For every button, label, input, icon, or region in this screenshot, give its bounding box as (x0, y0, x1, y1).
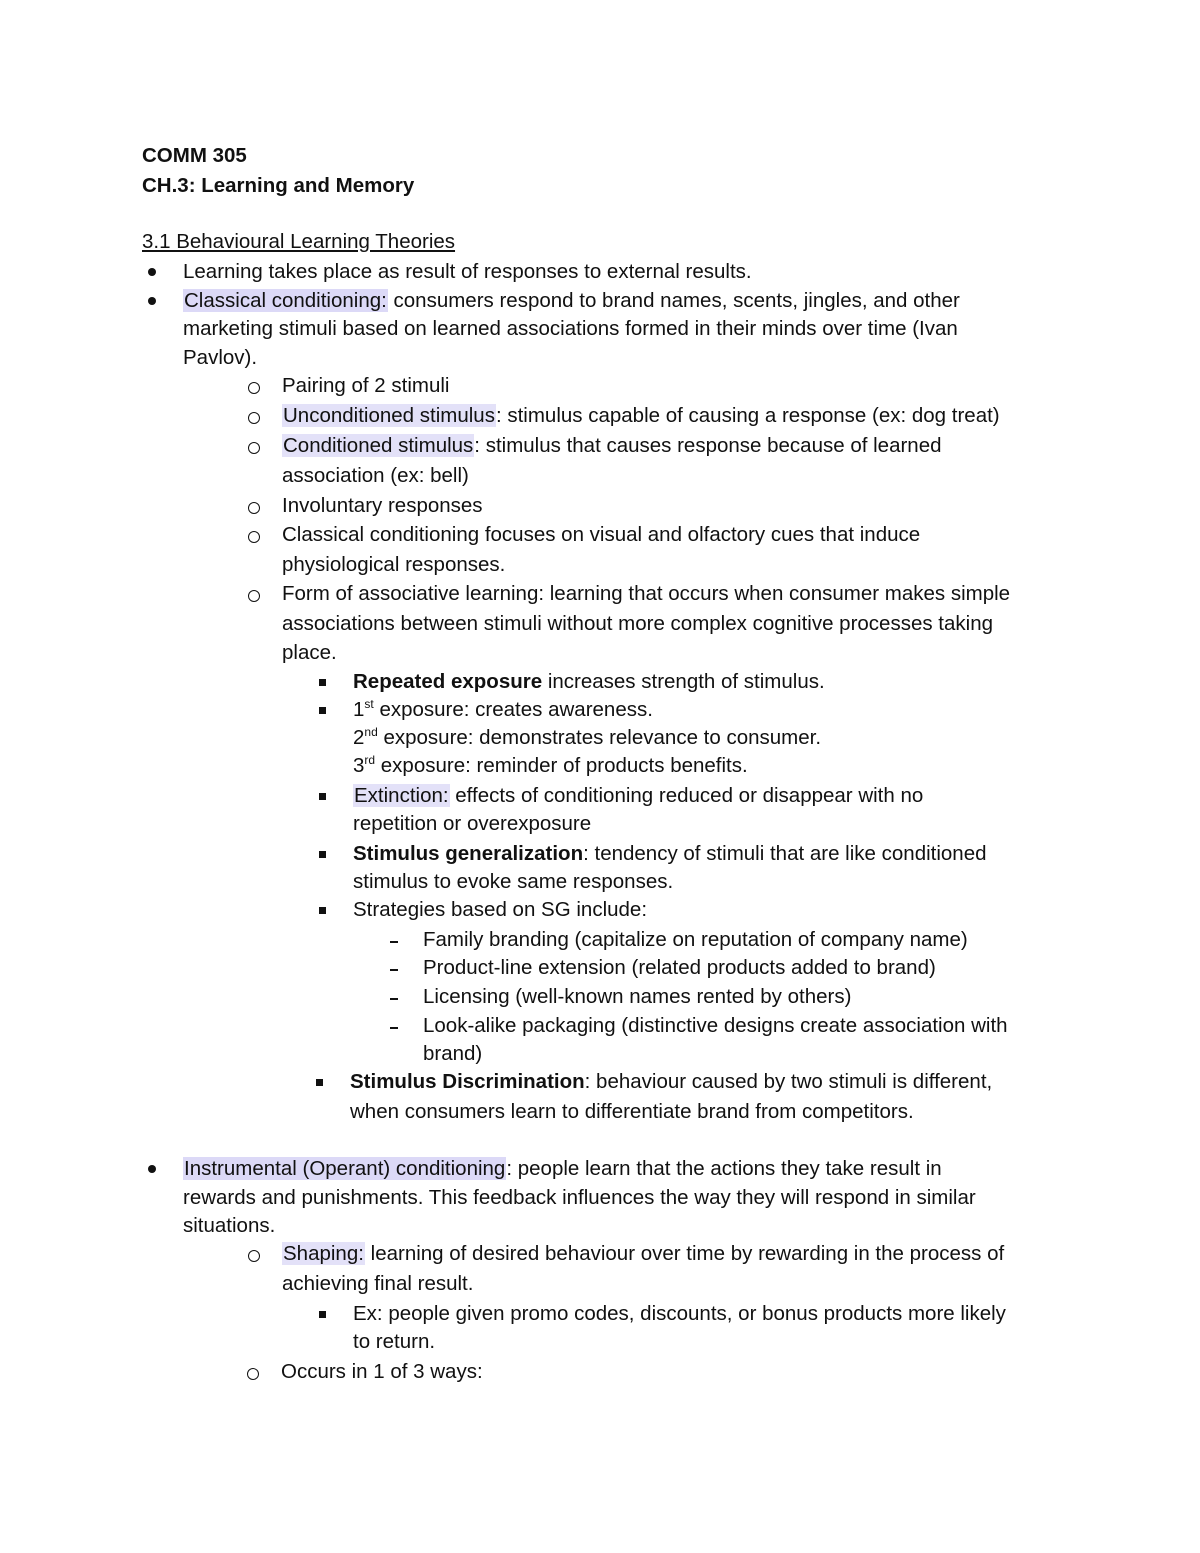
strategy-look-alike (423, 1013, 1008, 1039)
course-code-text: COMM 305 (142, 144, 247, 167)
extinction-item-line2 (353, 811, 591, 837)
repeated-exposure-term: Repeated exposure (353, 670, 543, 693)
bullet-square-icon (319, 1311, 326, 1318)
extinction-item (353, 783, 923, 809)
classical-conditioning-line2 (183, 316, 958, 342)
course-code (142, 143, 247, 169)
instrumental-conditioning-line1 (183, 1156, 942, 1182)
classical-conditioning-def: consumers respond to brand names, scents, jingles, and other (387, 289, 960, 312)
exposure-2-num: 2 (353, 726, 365, 749)
exposure-1-sup: st (364, 697, 374, 712)
bullet-dash-icon (390, 1027, 398, 1029)
strategies-text: Strategies based on SG include: (353, 898, 648, 921)
section-heading (142, 229, 455, 255)
strategy-product-line (423, 955, 936, 981)
conditioned-def: : stimulus that causes response because of learned (474, 434, 942, 457)
instrumental-conditioning-def-2: rewards and punishments. This feedback influences the way they will respond in similar (183, 1186, 976, 1209)
bullet-learning (183, 259, 752, 285)
extinction-def: effects of conditioning reduced or disappear with no (449, 784, 924, 807)
conditioned-term: Conditioned stimulus (283, 434, 474, 457)
bullet-square-icon (319, 907, 326, 914)
strategy-family-branding-text: Family branding (capitalize on reputation of company name) (423, 928, 968, 951)
classical-conditioning-line1 (183, 288, 960, 314)
associative-item-line3 (282, 640, 337, 666)
shaping-example-line2 (353, 1329, 435, 1355)
bullet-circle-icon (248, 412, 260, 424)
stimulus-discrimination-def-2: when consumers learn to differentiate brand from competitors. (350, 1100, 914, 1123)
bullet-square-icon (319, 679, 326, 686)
conditioned-item (282, 433, 942, 459)
section-heading-text: 3.1 Behavioural Learning Theories (142, 230, 456, 253)
unconditioned-term: Unconditioned stimulus (283, 404, 495, 427)
stimulus-discrimination-line2 (350, 1099, 914, 1125)
repeated-exposure-def: increases strength of stimulus. (542, 670, 825, 693)
associative-text: Form of associative learning: learning that occurs when consumer makes simple (282, 582, 1011, 605)
extinction-def-2: repetition or overexposure (353, 812, 592, 835)
involuntary-item (282, 493, 483, 519)
strategies-item (353, 897, 647, 923)
associative-item-line2 (282, 611, 993, 637)
occurs-text: Occurs in 1 of 3 ways: (281, 1360, 483, 1383)
exposure-2 (353, 725, 821, 751)
stimulus-generalization-item (353, 841, 987, 867)
unconditioned-item (282, 403, 1000, 429)
strategy-licensing (423, 984, 851, 1010)
instrumental-conditioning-def: : people learn that the actions they take result in (506, 1157, 942, 1180)
associative-text-3: place. (282, 641, 337, 664)
stimulus-discrimination-def: : behaviour caused by two stimuli is different, (584, 1070, 993, 1093)
exposure-2-text: exposure: demonstrates relevance to consumer. (377, 726, 822, 749)
unconditioned-def: : stimulus capable of causing a response (ex: dog treat) (495, 404, 1000, 427)
exposure-3-num: 3 (353, 754, 365, 777)
bullet-circle-icon (248, 1250, 260, 1262)
shaping-def: learning of desired behaviour over time by rewarding in the process of (364, 1242, 1005, 1265)
bullet-circle-icon (248, 442, 260, 454)
instrumental-conditioning-def-3: situations. (183, 1214, 276, 1237)
associative-text-2: associations between stimuli without more complex cognitive processes taking (282, 612, 994, 635)
instrumental-conditioning-term: Instrumental (Operant) conditioning (184, 1157, 506, 1180)
shaping-term: Shaping: (283, 1242, 364, 1265)
strategy-look-alike-text: Look-alike packaging (distinctive designs create association with (423, 1014, 1008, 1037)
strategy-look-alike-line2 (423, 1041, 482, 1067)
shaping-def-2: achieving final result. (282, 1272, 474, 1295)
pairing-item (282, 373, 449, 399)
shaping-example-text-2: to return. (353, 1330, 436, 1353)
bullet-dot-icon (148, 1165, 156, 1173)
classical-conditioning-term: Classical conditioning: (184, 289, 387, 312)
classical-conditioning-def-3: Pavlov). (183, 346, 258, 369)
stimulus-generalization-line2 (353, 869, 673, 895)
extinction-term: Extinction: (354, 784, 449, 807)
bullet-dash-icon (390, 969, 398, 971)
shaping-item (282, 1241, 1004, 1267)
strategy-licensing-text: Licensing (well-known names rented by others) (423, 985, 852, 1008)
exposure-3 (353, 753, 748, 779)
focus-item-line2 (282, 552, 505, 578)
exposure-1-text: exposure: creates awareness. (373, 698, 653, 721)
stimulus-generalization-def-2: stimulus to evoke same responses. (353, 870, 674, 893)
bullet-dot-icon (148, 268, 156, 276)
shaping-example (353, 1301, 1006, 1327)
classical-conditioning-def-2: marketing stimuli based on learned associations formed in their minds over time (Ivan (183, 317, 958, 340)
bullet-learning-text: Learning takes place as result of responses to external results. (183, 260, 752, 283)
conditioned-def-2: association (ex: bell) (282, 464, 469, 487)
shaping-example-text: Ex: people given promo codes, discounts, or bonus products more likely (353, 1302, 1006, 1325)
bullet-circle-icon (248, 502, 260, 514)
instrumental-conditioning-line3 (183, 1213, 275, 1239)
exposure-2-sup: nd (364, 725, 378, 740)
associative-item (282, 581, 1010, 607)
repeated-exposure-item (353, 669, 825, 695)
stimulus-generalization-def: : tendency of stimuli that are like conditioned (583, 842, 987, 865)
bullet-circle-icon (248, 590, 260, 602)
occurs-item (281, 1359, 483, 1385)
exposure-1 (353, 697, 653, 723)
involuntary-text: Involuntary responses (282, 494, 483, 517)
bullet-dash-icon (390, 941, 398, 943)
conditioned-item-line2 (282, 463, 469, 489)
strategy-product-line-text: Product-line extension (related products added to brand) (423, 956, 936, 979)
pairing-text: Pairing of 2 stimuli (282, 374, 450, 397)
strategy-look-alike-text-2: brand) (423, 1042, 483, 1065)
exposure-1-num: 1 (353, 698, 365, 721)
focus-item (282, 522, 920, 548)
focus-text: Classical conditioning focuses on visual and olfactory cues that induce (282, 523, 921, 546)
exposure-3-text: exposure: reminder of products benefits. (375, 754, 748, 777)
bullet-square-icon (319, 851, 326, 858)
chapter-title-text: CH.3: Learning and Memory (142, 174, 415, 197)
bullet-circle-icon (248, 531, 260, 543)
bullet-dot-icon (148, 297, 156, 305)
shaping-item-line2 (282, 1271, 473, 1297)
bullet-square-icon (316, 1079, 323, 1086)
bullet-square-icon (319, 707, 326, 714)
strategy-family-branding (423, 927, 968, 953)
classical-conditioning-line3 (183, 345, 257, 371)
instrumental-conditioning-line2 (183, 1185, 976, 1211)
chapter-title (142, 173, 414, 199)
stimulus-discrimination-item (350, 1069, 992, 1095)
focus-text-2: physiological responses. (282, 553, 506, 576)
stimulus-discrimination-term: Stimulus Discrimination (350, 1070, 585, 1093)
stimulus-generalization-term: Stimulus generalization (353, 842, 584, 865)
bullet-dash-icon (390, 998, 398, 1000)
bullet-circle-icon (248, 382, 260, 394)
exposure-3-sup: rd (364, 753, 376, 768)
bullet-circle-icon (247, 1368, 259, 1380)
bullet-square-icon (319, 793, 326, 800)
